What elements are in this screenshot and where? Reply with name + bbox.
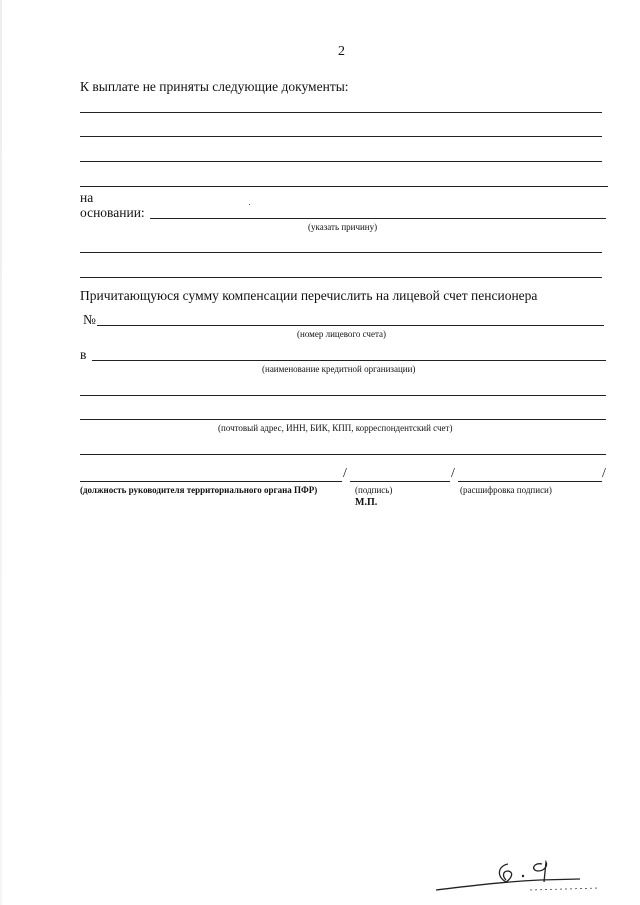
basis-label-line2: основании: [80,205,145,220]
address-caption: (почтовый адрес, ИНН, БИК, КПП, корреспондентский счет) [218,423,453,433]
rejected-documents-line-2[interactable] [80,136,602,137]
rejected-documents-line-1[interactable] [80,112,602,113]
bank-name-caption: (наименование кредитной организации) [262,364,416,374]
position-caption: (должность руководителя территориального органа ПФР) [80,485,318,495]
rejected-documents-heading: К выплате не приняты следующие документы: [80,79,349,94]
address-line-2[interactable] [80,419,606,420]
basis-line-2[interactable] [80,252,602,253]
decode-caption: (расшифровка подписи) [460,485,552,495]
scan-edge [0,0,2,905]
basis-caption: (указать причину) [308,222,378,232]
address-line-1[interactable] [80,395,606,396]
decode-line[interactable] [458,481,602,482]
transfer-instruction: Причитающуюся сумму компенсации перечислить на лицевой счет пенсионера [80,288,538,303]
seal-place: М.П. [355,497,378,508]
signature-caption: (подпись) [355,485,393,495]
account-number-caption: (номер лицевого счета) [297,329,386,339]
signature-line[interactable] [350,481,450,482]
basis-line-3[interactable] [80,277,602,278]
basis-label-line1: на [80,190,94,205]
account-number-symbol: № [83,312,96,327]
basis-reason-line[interactable] [150,218,606,219]
scan-speck [249,204,250,205]
bank-prefix: в [80,347,87,362]
signature-separator-1: / [343,466,347,481]
address-line-3[interactable] [80,454,606,455]
rejected-documents-line-4[interactable] [80,186,608,187]
rejected-documents-line-3[interactable] [80,161,602,162]
bank-name-line[interactable] [92,360,606,361]
signature-separator-2: / [451,466,455,481]
handwritten-note-drawing [430,852,610,902]
signature-separator-3: / [602,466,606,481]
page-number: 2 [338,44,345,59]
account-number-line[interactable] [97,325,604,326]
position-line[interactable] [80,481,342,482]
